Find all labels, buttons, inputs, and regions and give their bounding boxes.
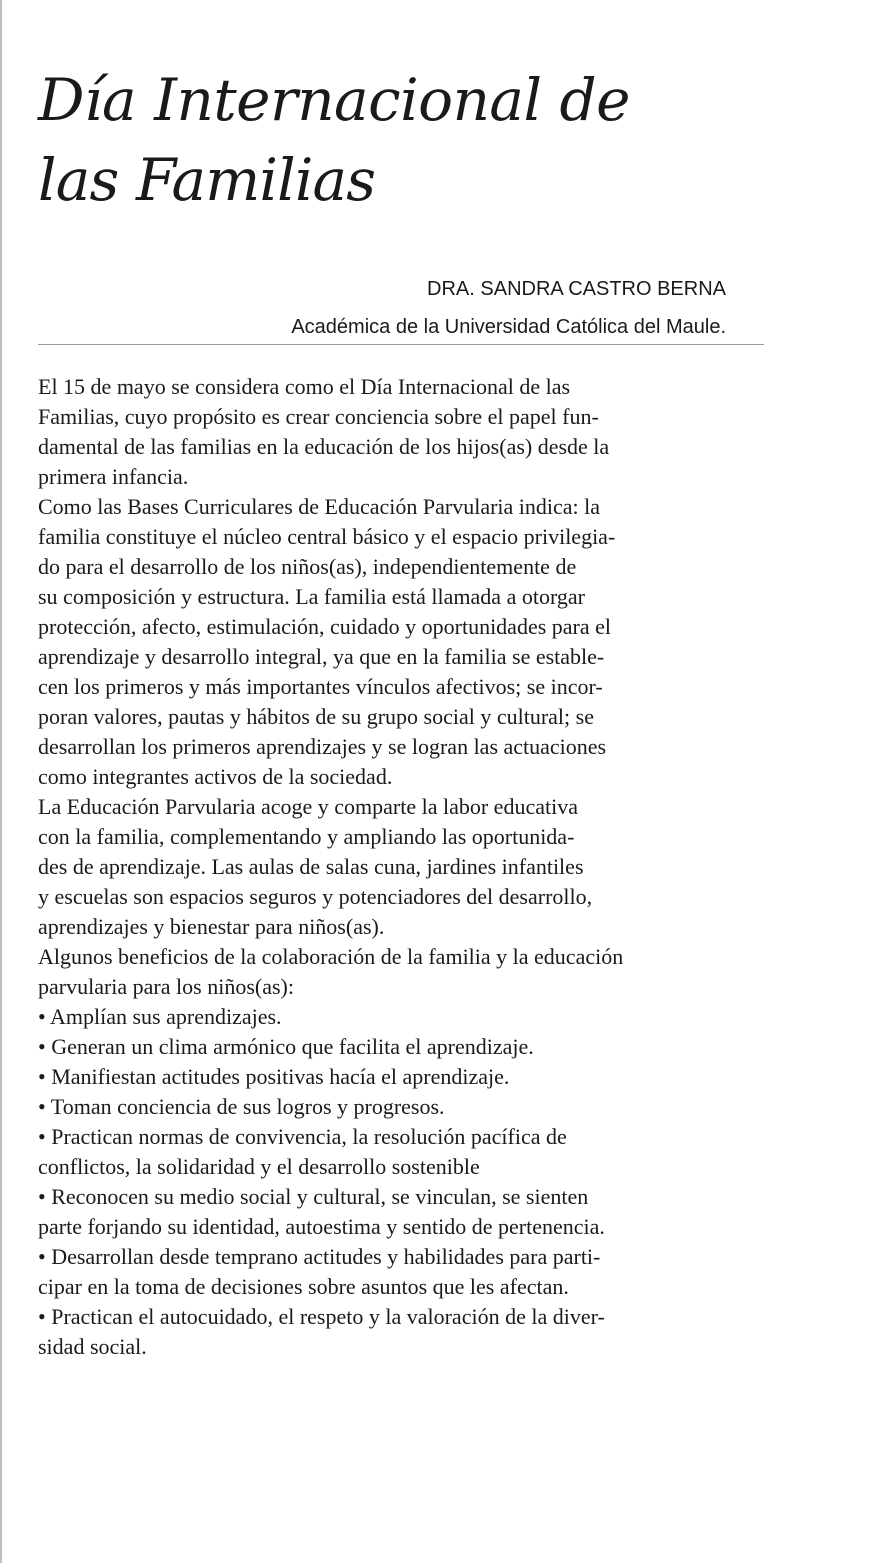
body-line: La Educación Parvularia acoge y comparte la labor educativa bbox=[38, 794, 578, 819]
body-line: primera infancia. bbox=[38, 464, 189, 489]
article-body bbox=[38, 372, 764, 1362]
body-line: • Practican el autocuidado, el respeto y la valoración de la diver- bbox=[38, 1304, 605, 1329]
body-line: cen los primeros y más importantes vínculos afectivos; se incor- bbox=[38, 674, 603, 699]
body-line: con la familia, complementando y ampliando las oportunida- bbox=[38, 824, 575, 849]
page-left-border bbox=[0, 0, 2, 1563]
body-line: y escuelas son espacios seguros y potenciadores del desarrollo, bbox=[38, 884, 593, 909]
body-line: do para el desarrollo de los niños(as), independientemente de bbox=[38, 554, 577, 579]
body-line: parte forjando su identidad, autoestima y sentido de pertenencia. bbox=[38, 1214, 605, 1239]
body-line: El 15 de mayo se considera como el Día Internacional de las bbox=[38, 374, 571, 399]
body-line: aprendizaje y desarrollo integral, ya que en la familia se estable- bbox=[38, 644, 605, 669]
body-line: conflictos, la solidaridad y el desarrollo sostenible bbox=[38, 1154, 480, 1179]
body-line: Algunos beneficios de la colaboración de la familia y la educación bbox=[38, 944, 624, 969]
byline bbox=[38, 270, 726, 346]
body-line: sidad social. bbox=[38, 1334, 147, 1359]
body-line: como integrantes activos de la sociedad. bbox=[38, 764, 393, 789]
body-line: • Practican normas de convivencia, la resolución pacífica de bbox=[38, 1124, 567, 1149]
title-line: Día Internacional de bbox=[38, 66, 630, 134]
article bbox=[38, 0, 768, 1359]
body-line: • Reconocen su medio social y cultural, se vinculan, se sienten bbox=[38, 1184, 589, 1209]
title-line: las Familias bbox=[38, 146, 376, 214]
body-line: desarrollan los primeros aprendizajes y se logran las actuaciones bbox=[38, 734, 607, 759]
article-title bbox=[38, 0, 768, 220]
body-line: • Desarrollan desde temprano actitudes y habilidades para parti- bbox=[38, 1244, 601, 1269]
body-line: su composición y estructura. La familia está llamada a otorgar bbox=[38, 584, 585, 609]
body-line: aprendizajes y bienestar para niños(as). bbox=[38, 914, 385, 939]
body-line: • Toman conciencia de sus logros y progresos. bbox=[38, 1094, 445, 1119]
body-line: Como las Bases Curriculares de Educación Parvularia indica: la bbox=[38, 494, 601, 519]
body-line: • Manifiestan actitudes positivas hacía el aprendizaje. bbox=[38, 1064, 510, 1089]
author-affiliation: Académica de la Universidad Católica del Maule. bbox=[291, 316, 726, 338]
body-line: parvularia para los niños(as): bbox=[38, 974, 294, 999]
byline-divider bbox=[38, 344, 764, 345]
body-line: cipar en la toma de decisiones sobre asuntos que les afectan. bbox=[38, 1274, 569, 1299]
body-line: protección, afecto, estimulación, cuidado y oportunidades para el bbox=[38, 614, 612, 639]
body-line: • Generan un clima armónico que facilita el aprendizaje. bbox=[38, 1034, 534, 1059]
body-line: familia constituye el núcleo central básico y el espacio privilegia- bbox=[38, 524, 616, 549]
body-line: poran valores, pautas y hábitos de su grupo social y cultural; se bbox=[38, 704, 594, 729]
body-line: des de aprendizaje. Las aulas de salas cuna, jardines infantiles bbox=[38, 854, 584, 879]
body-line: damental de las familias en la educación de los hijos(as) desde la bbox=[38, 434, 610, 459]
author-name: DRA. SANDRA CASTRO BERNA bbox=[427, 278, 726, 300]
body-line: Familias, cuyo propósito es crear conciencia sobre el papel fun- bbox=[38, 404, 599, 429]
body-line: • Amplían sus aprendizajes. bbox=[38, 1004, 282, 1029]
